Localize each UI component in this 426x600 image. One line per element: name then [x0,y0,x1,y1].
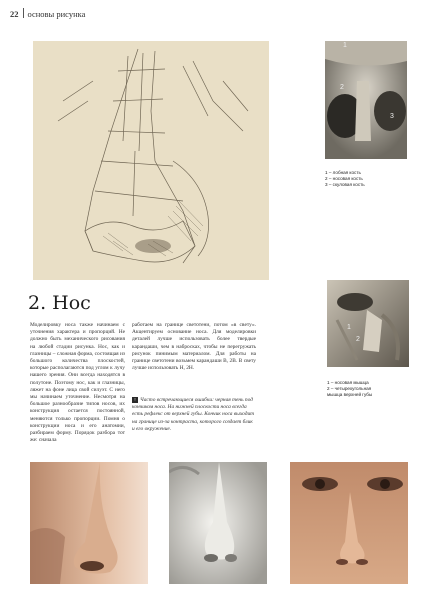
warning-icon: ! [132,397,138,403]
figure-label-3: 3 [390,113,394,120]
section-heading: 2. Нос [28,292,91,314]
caption-line: 2 – носовая кость [325,176,363,181]
caption-line: 1 – носовая мышца [327,380,369,385]
skull-caption [325,170,365,188]
body-column-2 [132,322,256,372]
header-divider [23,8,24,18]
page-number: 22 [10,9,19,19]
muscles-caption [327,380,372,398]
paragraph: Моделировку носа также начинаем с уточнения характера и пропорций. Не должно быть механического рисования на любой стадии рисунка. Нос, как и глазницы – сложная форма, состоящая из большого количества плоскостей, которые располагаются под углом к лучу нашего зрения. Они всегда находятся в полутоне. Поэтому нос, как и глазницы, ляжет на фоне лица свой силуэт. С него мы начинаем уточнение. Несмотря на большое разнообразие типов носов, их конструкция остается постоянной, меняются только пропорции. Помня о конструкции носа и его анатомии, разбираем форму. Порядок разбора тот же: сначала [30,322,125,444]
figure-label-2: 2 [340,84,344,91]
caption-line: 1 – лобная кость [325,170,361,175]
caption-line: 3 – скуловая кость [325,182,365,187]
caption-line: мышца верхней губы [327,392,373,397]
figure-label-1: 1 [347,324,351,331]
figure-label-1: 1 [343,42,347,49]
nose-sketch-drawing [33,41,269,280]
paragraph: работаем на границе светотени, потом «в свету». Акцентируем основание носа. Для моделировки деталей лучше использовать более твердые карандаши, чем в набросках, чтобы не перегружать рисунок пинимым материалом. Для работы на границе светотени возьмем карандаши B, 2B. В свету лучше использовать H, 2H. [132,322,256,372]
common-mistakes-note [132,397,256,433]
body-column-1 [30,322,125,444]
nose-plaster-cast-photo [169,462,267,584]
nose-photo-right [290,462,408,584]
note-text: Часто встречающиеся ошибки: черная тень под кончиком носа. На нижней плоскости носа всегда есть рефлекс от верхней губы. Кончик носа выходит на границе из-за контраста, которого создает блик и его окружение. [132,397,255,432]
section-title: основы рисунка [27,9,86,19]
caption-line: 2 – четырехугольная [327,386,372,391]
page-header [10,8,85,19]
skull-bones-photo [325,41,407,159]
facial-muscles-photo [327,280,409,367]
figure-label-2: 2 [356,336,360,343]
nose-photo-left [30,462,148,584]
